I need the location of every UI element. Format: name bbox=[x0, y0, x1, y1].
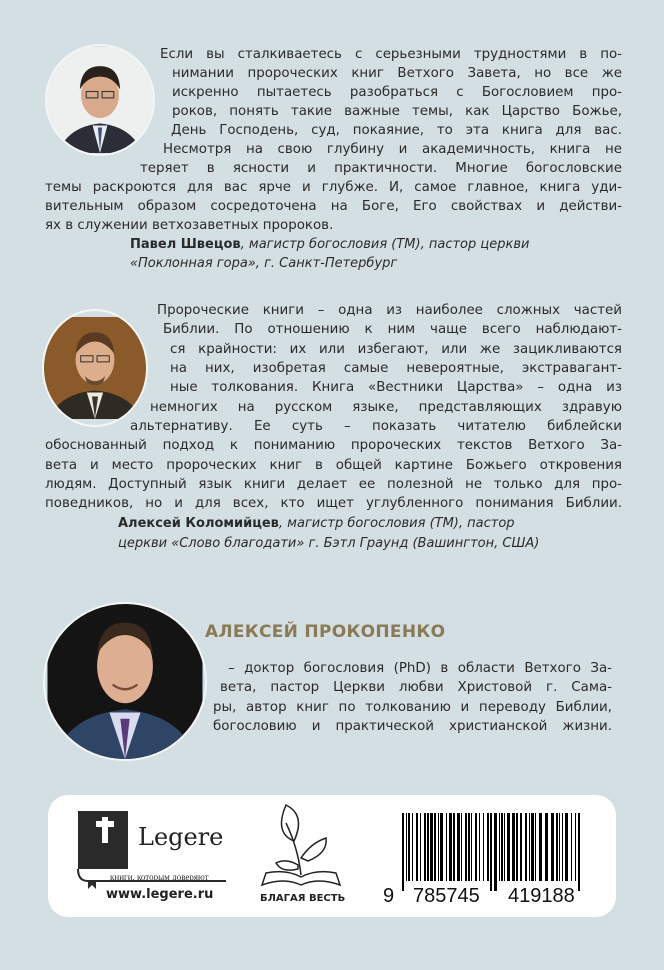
barcode-bar bbox=[504, 813, 505, 881]
barcode-bar bbox=[471, 813, 472, 881]
review1-line: Несмотря на свою глубину и академичность, книга не bbox=[163, 142, 622, 157]
barcode-bar bbox=[571, 813, 572, 881]
barcode-bar bbox=[556, 813, 558, 881]
barcode-bar bbox=[494, 813, 497, 891]
review2-line: вета и место пророческих книг в общей картине Божьего откровения bbox=[45, 458, 622, 473]
barcode-bar bbox=[575, 813, 576, 881]
isbn-digit-group-2: 419188 bbox=[508, 885, 575, 907]
review2-author-title: , магистр богословия (ТМ), пастор bbox=[278, 516, 515, 531]
review2-line: обоснованный подход к пониманию пророческих текстов Ветхого За- bbox=[45, 438, 622, 453]
barcode-bar bbox=[434, 813, 436, 881]
review2-line: альтернативу. Ее суть – показать читателю библейски bbox=[130, 419, 622, 434]
person-portrait-icon bbox=[47, 46, 153, 154]
barcode-bar bbox=[446, 813, 447, 881]
review1-author-name: Павел Швецов bbox=[130, 237, 241, 252]
review1-line: искренно пытаетесь разобраться с Богословием про- bbox=[172, 85, 622, 100]
isbn-barcode bbox=[400, 813, 585, 891]
author-bio-line: вета, пастор Церкви любви Христовой г. Сама- bbox=[220, 680, 612, 695]
barcode-bar bbox=[430, 813, 433, 881]
barcode-bar bbox=[416, 813, 418, 881]
author-photo-prokopenko bbox=[45, 604, 205, 759]
review2-line: немногих на русском языке, представляющих здравую bbox=[150, 400, 622, 415]
review1-line: теряет в ясности и практичности. Многие богословские bbox=[140, 161, 622, 176]
barcode-bar bbox=[499, 813, 500, 881]
barcode-bar bbox=[565, 813, 568, 881]
review2-line: Библии. По отношению к ним чаще всего наблюдают- bbox=[163, 322, 622, 337]
barcode-bar bbox=[490, 813, 492, 891]
publisher-url[interactable]: www.legere.ru bbox=[106, 887, 214, 902]
barcode-bar bbox=[507, 813, 510, 881]
review2-line: на них, изобретая самые невероятные, экстравагант- bbox=[170, 361, 622, 376]
review1-author-title: , магистр богословия (ТМ), пастор церкви bbox=[240, 237, 530, 252]
review1-line: ях в служении ветхозаветных пророков. bbox=[45, 218, 334, 233]
barcode-bar bbox=[525, 813, 527, 881]
barcode-bar bbox=[529, 813, 530, 881]
author-name-heading: АЛЕКСЕЙ ПРОКОПЕНКО bbox=[205, 622, 446, 642]
review1-line: День Господень, суд, покаяние, то эта книга для вас. bbox=[171, 123, 622, 138]
author-bio-line: ры, автор книг по толкованию и переводу Библии, bbox=[213, 700, 612, 715]
review2-author bbox=[118, 515, 515, 533]
barcode-bar bbox=[408, 813, 410, 881]
publisher-name: Legere bbox=[138, 823, 224, 851]
barcode-bar bbox=[412, 813, 413, 881]
review1-author-church-text: «Поклонная гора», г. Санкт-Петербург bbox=[130, 256, 398, 271]
review2-line: поведников, но и для всех, кто ищет углубленного понимания Библии. bbox=[45, 496, 622, 511]
barcode-bar bbox=[475, 813, 477, 881]
review1-line: нимании пророческих книг Ветхого Завета, но все же bbox=[172, 66, 622, 81]
person-portrait-icon bbox=[44, 311, 146, 425]
review1-line: темы раскроются для вас ярче и глубже. И, самое главное, книга уди- bbox=[45, 180, 622, 195]
review1-author-church bbox=[130, 255, 397, 273]
barcode-bar bbox=[465, 813, 467, 881]
leaf-book-logo-icon bbox=[256, 803, 346, 891]
barcode-bar bbox=[512, 813, 515, 881]
author-bio-line: – доктор богословия (PhD) в области Ветхого За- bbox=[228, 661, 612, 676]
reviewer-photo-shvetsov bbox=[47, 46, 153, 154]
publisher-footer bbox=[48, 795, 616, 917]
review2-author-name: Алексей Коломийцев bbox=[118, 516, 279, 531]
isbn-digit-group-1: 785745 bbox=[413, 885, 480, 907]
barcode-bar bbox=[479, 813, 480, 881]
imprint-name: БЛАГАЯ ВЕСТЬ bbox=[260, 893, 346, 904]
barcode-bar bbox=[516, 813, 518, 881]
barcode-bar bbox=[427, 813, 429, 881]
barcode-bar bbox=[559, 813, 560, 881]
reviewer-photo-kolomiytsev bbox=[44, 311, 146, 425]
barcode-bar bbox=[468, 813, 470, 881]
review2-line: Пророческие книги – одна из наиболее сложных частей bbox=[157, 303, 622, 318]
barcode-bar bbox=[453, 813, 455, 881]
barcode-bar bbox=[402, 813, 404, 891]
barcode-bar bbox=[487, 813, 489, 881]
barcode-bar bbox=[545, 813, 548, 881]
barcode-bar bbox=[424, 813, 426, 881]
barcode-bar bbox=[551, 813, 554, 881]
review2-line: ные толкования. Книга «Вестники Царства» – одна из bbox=[170, 380, 622, 395]
barcode-bar bbox=[501, 813, 503, 881]
barcode-bar bbox=[520, 813, 522, 881]
barcode-bar bbox=[578, 813, 580, 891]
barcode-bar bbox=[539, 813, 542, 881]
barcode-bar bbox=[449, 813, 452, 881]
review2-author-church bbox=[118, 535, 539, 553]
barcode-bar bbox=[535, 813, 536, 881]
barcode-bar bbox=[531, 813, 534, 881]
author-bio-line: богословию и практической христианской жизни. bbox=[213, 719, 612, 734]
barcode-bar bbox=[420, 813, 421, 881]
barcode-bar bbox=[440, 813, 443, 881]
barcode-bar bbox=[483, 813, 484, 881]
publisher-tagline: книги, которым доверяют bbox=[110, 872, 209, 882]
review1-line: Если вы сталкиваетесь с серьезными трудностями в по- bbox=[160, 47, 622, 62]
review2-author-church-text: церкви «Слово благодати» г. Бэтл Граунд (Вашингтон, США) bbox=[118, 536, 540, 551]
barcode-bar bbox=[438, 813, 439, 881]
barcode-bar bbox=[562, 813, 563, 881]
review2-line: ся крайности: их или избегают, или же зацикливаются bbox=[170, 342, 622, 357]
barcode-bar bbox=[457, 813, 460, 881]
person-portrait-icon bbox=[45, 604, 205, 759]
review1-author bbox=[130, 236, 529, 254]
review2-line: людям. Доступный язык книги делает ее полезной не только для про- bbox=[45, 477, 622, 492]
isbn-digit-prefix: 9 bbox=[383, 885, 395, 907]
barcode-bar bbox=[461, 813, 462, 881]
review1-line: вительным образом сосредоточена на Боге, Его свойствах и действи- bbox=[45, 199, 622, 214]
barcode-bar bbox=[406, 813, 407, 881]
review1-line: роков, понять такие важные темы, как Царство Божье, bbox=[172, 104, 622, 119]
